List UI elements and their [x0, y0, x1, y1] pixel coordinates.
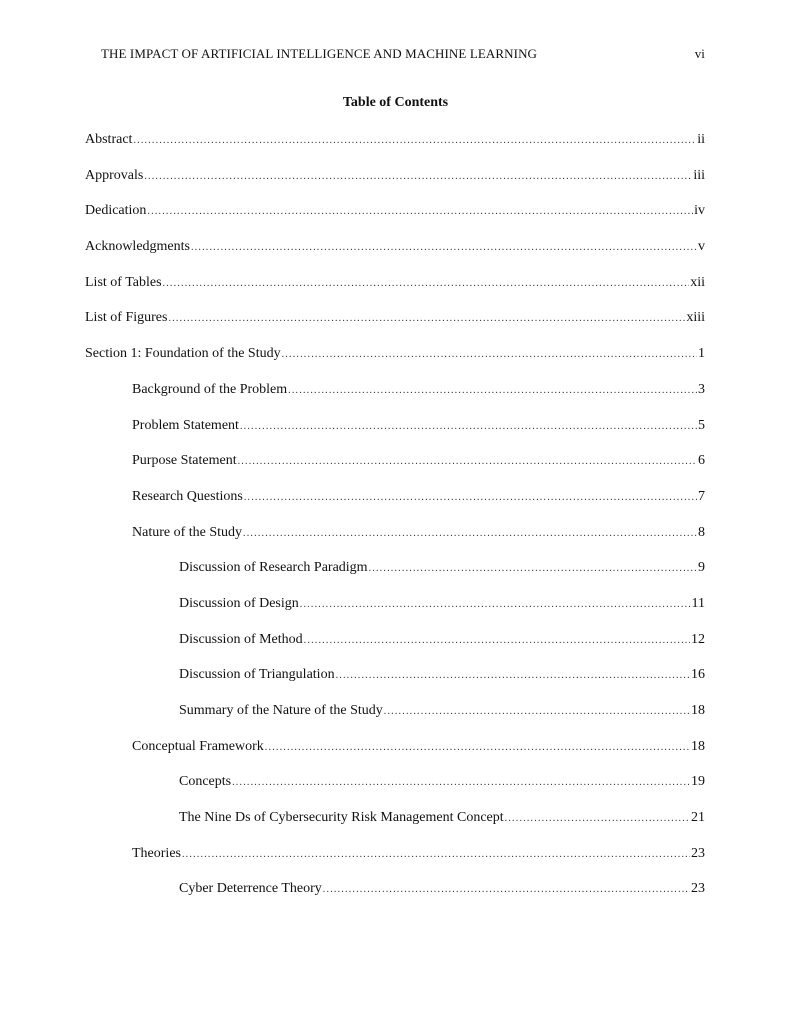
- toc-entry[interactable]: [85, 202, 705, 238]
- dot-leader: [265, 739, 690, 757]
- toc-entry-label: Conceptual Framework: [132, 738, 264, 754]
- dot-leader: [144, 168, 692, 186]
- dot-leader: [384, 703, 690, 721]
- toc-entry-label: Purpose Statement: [132, 453, 237, 469]
- toc-entry[interactable]: [85, 845, 705, 881]
- toc-entry-page: 21: [691, 810, 705, 826]
- dot-leader: [133, 132, 696, 150]
- toc-entry-label: Problem Statement: [132, 417, 239, 433]
- toc-entry-page: 12: [691, 631, 705, 647]
- toc-entry-page: 11: [691, 595, 705, 611]
- toc-entry-page: 9: [698, 560, 705, 576]
- dot-leader: [243, 525, 697, 543]
- toc-entry-label: Acknowledgments: [85, 239, 190, 255]
- toc-entry[interactable]: [85, 131, 705, 167]
- toc-entry-page: ii: [697, 132, 705, 147]
- toc-entry[interactable]: [85, 167, 705, 203]
- dot-leader: [288, 382, 697, 400]
- dot-leader: [282, 346, 697, 364]
- toc-entry[interactable]: [85, 345, 705, 381]
- toc-list: [85, 131, 705, 916]
- toc-entry[interactable]: [85, 452, 705, 488]
- toc-entry-label: Research Questions: [132, 488, 243, 504]
- toc-entry-page: 5: [698, 417, 705, 433]
- toc-entry-page: 3: [698, 381, 705, 397]
- toc-title: Table of Contents: [342, 95, 449, 110]
- toc-entry[interactable]: [85, 880, 705, 916]
- toc-entry-label: Discussion of Triangulation: [179, 667, 335, 683]
- toc-entry[interactable]: [85, 666, 705, 702]
- page-number: vi: [694, 46, 705, 61]
- dot-leader: [163, 275, 690, 293]
- toc-entry-page: 1: [698, 346, 705, 362]
- toc-entry-label: Concepts: [179, 774, 232, 790]
- dot-leader: [336, 667, 690, 685]
- toc-entry[interactable]: [85, 631, 705, 667]
- toc-entry-label: Dedication: [85, 203, 147, 219]
- toc-entry-label: Discussion of Method: [179, 631, 303, 647]
- toc-entry-label: Section 1: Foundation of the Study: [85, 346, 281, 362]
- toc-entry-label: Nature of the Study: [132, 524, 243, 540]
- toc-entry-page: 18: [691, 703, 705, 718]
- toc-entry-page: 23: [691, 881, 705, 897]
- dot-leader: [168, 310, 685, 328]
- toc-entry-label: Summary of the Nature of the Study: [179, 703, 383, 718]
- toc-entry-page: 8: [698, 524, 705, 540]
- toc-entry[interactable]: [85, 702, 705, 738]
- toc-entry-page: 23: [691, 845, 705, 861]
- toc-entry[interactable]: [85, 738, 705, 774]
- toc-entry-label: Theories: [132, 845, 181, 861]
- toc-entry[interactable]: [85, 381, 705, 417]
- toc-entry-label: Abstract: [85, 132, 133, 147]
- toc-entry[interactable]: [85, 417, 705, 453]
- dot-leader: [232, 774, 690, 792]
- toc-entry-page: xiii: [686, 310, 705, 326]
- toc-entry-page: v: [698, 239, 705, 255]
- toc-entry-label: Background of the Problem: [132, 381, 288, 397]
- toc-entry[interactable]: [85, 809, 705, 845]
- running-head: [101, 46, 705, 62]
- toc-entry-page: 16: [691, 667, 705, 683]
- toc-entry[interactable]: [85, 595, 705, 631]
- toc-entry-label: Approvals: [85, 167, 144, 183]
- toc-entry-page: iii: [693, 167, 705, 183]
- toc-entry[interactable]: [85, 309, 705, 345]
- dot-leader: [191, 239, 697, 257]
- dot-leader: [304, 632, 690, 650]
- dot-leader: [147, 203, 693, 221]
- toc-entry-label: Discussion of Design: [179, 595, 299, 611]
- dot-leader: [240, 418, 697, 436]
- dot-leader: [182, 846, 690, 864]
- toc-entry[interactable]: [85, 488, 705, 524]
- toc-entry[interactable]: [85, 559, 705, 595]
- toc-entry-label: Discussion of Research Paradigm: [179, 560, 368, 576]
- toc-entry[interactable]: [85, 238, 705, 274]
- running-title: THE IMPACT OF ARTIFICIAL INTELLIGENCE AND MACHINE LEARNING: [101, 46, 538, 61]
- dot-leader: [505, 810, 690, 828]
- toc-entry-page: 7: [698, 488, 705, 504]
- dot-leader: [238, 453, 697, 471]
- toc-entry-label: Cyber Deterrence Theory: [179, 881, 322, 897]
- dot-leader: [300, 596, 691, 614]
- toc-entry-page: 6: [698, 453, 705, 469]
- toc-entry-label: List of Tables: [85, 274, 162, 290]
- dot-leader: [323, 881, 690, 899]
- toc-entry-label: List of Figures: [85, 310, 168, 326]
- dot-leader: [244, 489, 697, 507]
- toc-entry-page: 19: [691, 774, 705, 790]
- toc-entry[interactable]: [85, 274, 705, 310]
- toc-entry-page: xii: [690, 274, 705, 290]
- toc-entry-label: The Nine Ds of Cybersecurity Risk Management Concept: [179, 810, 504, 826]
- toc-entry-page: iv: [694, 203, 705, 219]
- dot-leader: [369, 560, 697, 578]
- toc-entry-page: 18: [691, 738, 705, 754]
- toc-entry[interactable]: [85, 773, 705, 809]
- toc-entry[interactable]: [85, 524, 705, 560]
